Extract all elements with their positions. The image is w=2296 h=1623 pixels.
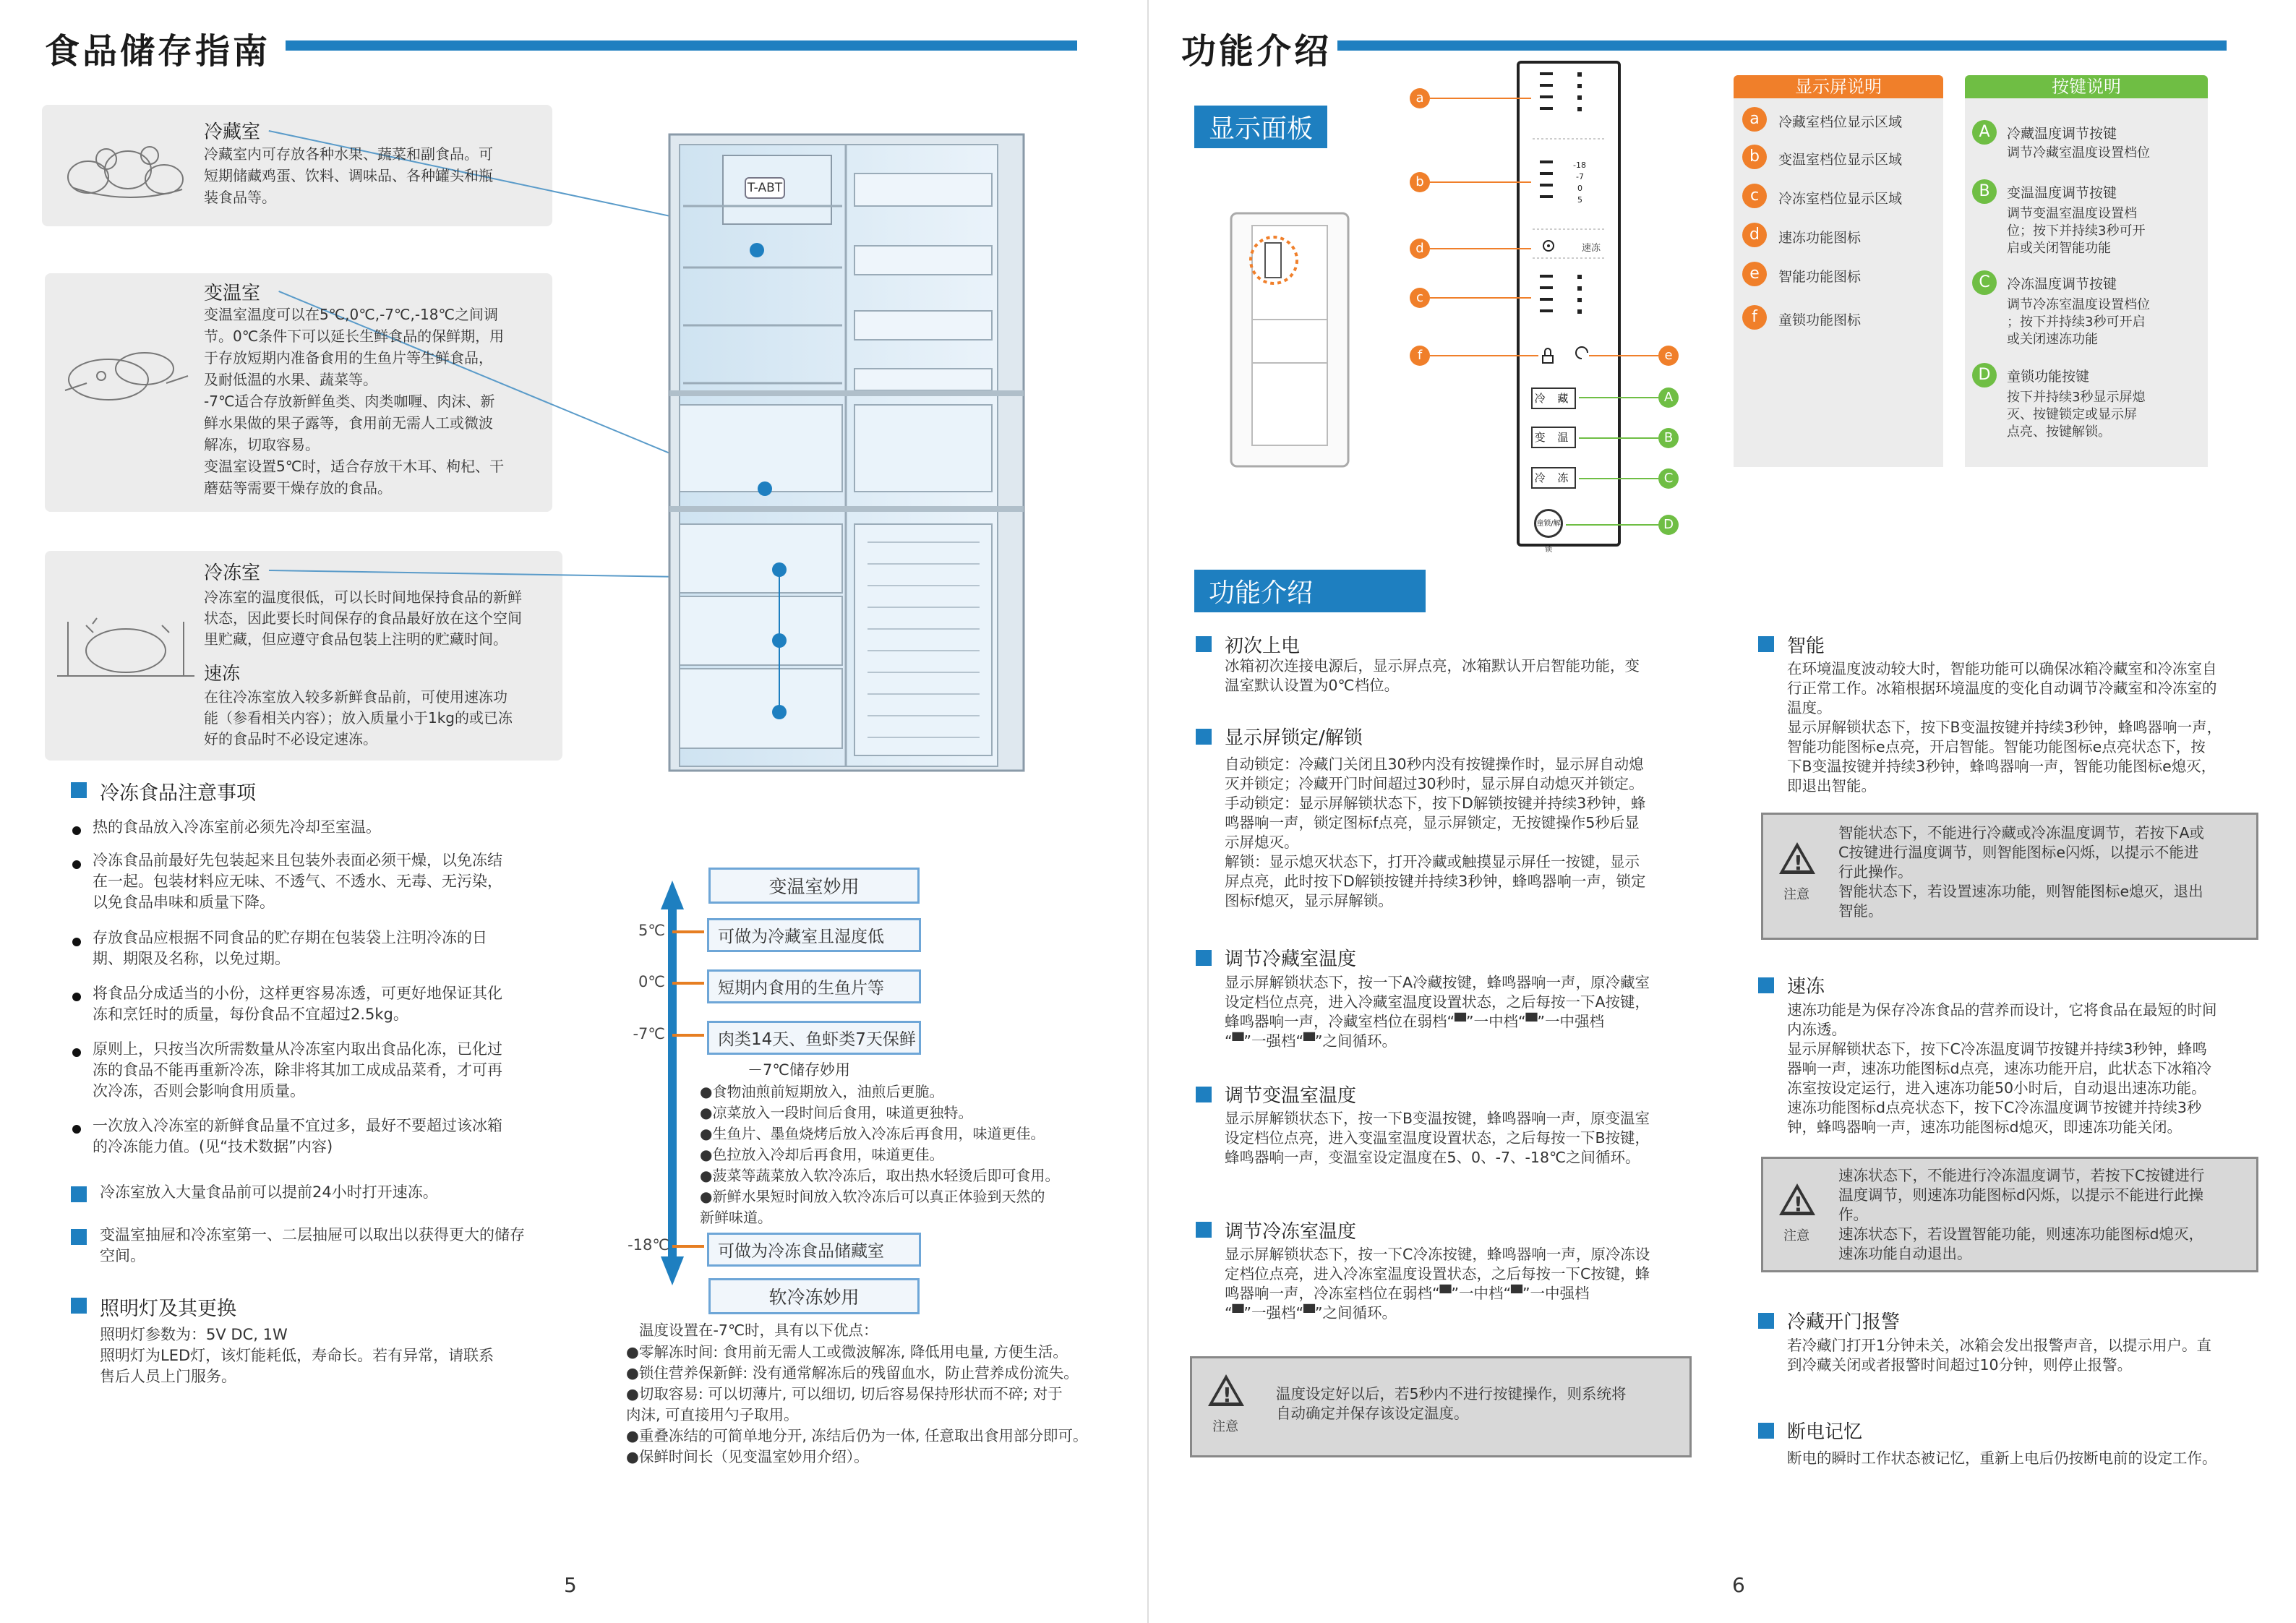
section-body-fridge-temp	[1225, 973, 1650, 1051]
tip-drawers	[100, 1225, 525, 1267]
callout-C: C	[1658, 468, 1679, 489]
soft-freeze-label: 软冷冻妙用	[708, 1278, 920, 1314]
text-line: 速冻功能是为保存冷冻食品的营养而设计，它将食品在最短的时间	[1787, 1001, 2217, 1019]
notice-box-smart	[1761, 813, 2258, 940]
section-title-door-alarm: 冷藏开门报警	[1787, 1311, 1901, 1333]
section-marker	[1758, 1313, 1774, 1329]
text-line: 于存放短期内准备食用的生鱼片等生鲜食品，	[204, 349, 493, 367]
legend-key-f: f	[1742, 305, 1767, 330]
text-line: 在一起。包装材料应无味、不透气、不透水、无毒、无污染，	[93, 873, 502, 890]
text-line: -7℃适合存放新鲜鱼类、肉类咖喱、肉沫、新	[204, 393, 495, 410]
text-line: 示屏熄灭。	[1225, 834, 1299, 851]
tip-quickfreeze	[100, 1182, 438, 1203]
callout-c: c	[1410, 288, 1430, 308]
legend-key-D: D	[1972, 363, 1997, 387]
legend-title-D: 童锁功能按键	[2007, 369, 2090, 385]
text-line: 蘑菇等需要干燥存放的食品。	[204, 479, 392, 497]
text-line: 调节冷藏室温度设置档位	[2007, 145, 2150, 160]
marker-dot-freezer-2	[772, 633, 787, 648]
temp-tick	[672, 1034, 704, 1037]
text-line: 节。0℃条件下可以延长生鲜食品的保鲜期，用	[204, 327, 505, 345]
section-body-door-alarm	[1787, 1336, 2211, 1375]
text-line: ；按下并持续3秒可开启	[2007, 314, 2146, 330]
callout-D: D	[1658, 515, 1679, 535]
callout-line	[1579, 478, 1658, 479]
seafood-illustration	[58, 340, 195, 419]
temp-use-0: 短期内食用的生鱼片等	[707, 969, 921, 1003]
display-legend-header: 显示屏说明	[1734, 75, 1943, 98]
text-line: 温度设定好以后，若5秒内不进行按键操作，则系统将	[1276, 1385, 1627, 1403]
bullet	[72, 860, 81, 869]
section-body-freezer-temp	[1225, 1245, 1650, 1323]
section-marker	[71, 782, 87, 798]
text-line: 速冻状态下，不能进行冷冻温度调节，若按下C按键进行	[1838, 1167, 2205, 1184]
temp-level-0: 0℃	[638, 973, 665, 990]
temp-use-5: 可做为冷藏室且湿度低	[707, 918, 921, 952]
section-title-screen-lock: 显示屏锁定/解锁	[1225, 727, 1363, 749]
text-line: 速冻功能图标d点亮状态下，按下C冷冻温度调节按键并持续3秒	[1787, 1099, 2202, 1116]
text-line: “▀”一强档“▀”之间循环。	[1225, 1032, 1397, 1050]
text-line: 行正常工作。冰箱根据环境温度的变化自动调节冷藏室和冷冻室的	[1787, 680, 2217, 697]
soft-intro: 温度设置在-7℃时，具有以下优点：	[639, 1322, 878, 1339]
text-line: 里贮藏，但应遵守食品包装上注明的贮藏时间。	[204, 630, 507, 648]
text-line: ●生鱼片、墨鱼烧烤后放入冷冻后再食用，味道更佳。	[700, 1125, 1045, 1142]
text-line: 位；按下并持续3秒可开	[2007, 223, 2146, 239]
text-line: 屏点亮，此时按下D解锁按键并持续3秒钟，蜂鸣器响一声，锁定	[1225, 873, 1646, 890]
soft-list	[626, 1342, 1087, 1468]
section-title-smart: 智能	[1787, 635, 1825, 657]
section-title-freezer-temp: 调节冷冻室温度	[1225, 1221, 1357, 1243]
text-line: 好的食品时不必设定速冻。	[204, 730, 377, 748]
callout-line	[1430, 355, 1538, 356]
text-line: 温度。	[1787, 699, 1832, 716]
text-line: 智能状态下，若设置速冻功能，则智能图标e熄灭，退出	[1838, 883, 2203, 900]
text-line: 冻的食品不能再重新冷冻，除非将其加工成成品菜肴，才可再	[93, 1061, 502, 1079]
legend-key-A: A	[1972, 120, 1997, 145]
section-title-variable-temp: 调节变温室温度	[1225, 1085, 1357, 1107]
text-line: 冰箱初次连接电源后，显示屏点亮，冰箱默认开启智能功能，变	[1225, 657, 1640, 675]
svg-text:0: 0	[1577, 184, 1582, 193]
text-line: 以免食品串味和质量下降。	[93, 894, 275, 911]
temp-level-minus7: -7℃	[633, 1025, 665, 1042]
minus7-title: －7℃储存妙用	[748, 1061, 850, 1079]
zone-title-variable: 变温室	[204, 283, 261, 304]
text-line: 调节冷冻室温度设置档位	[2007, 297, 2150, 312]
section-marker	[1196, 1087, 1212, 1102]
text-line: 显示屏解锁状态下，按一下B变温按键，蜂鸣器响一声，原变温室	[1225, 1110, 1650, 1127]
text-line: 图标f熄灭，显示屏解锁。	[1225, 892, 1393, 909]
text-line: 冷藏室内可存放各种水果、蔬菜和副食品。可	[204, 145, 493, 163]
freeze-note-5	[93, 1039, 502, 1102]
childlock-button[interactable]: 童锁/解锁	[1534, 509, 1563, 538]
section-marker	[71, 1186, 87, 1202]
temp-use-minus18: 可做为冷冻食品储藏室	[707, 1233, 921, 1267]
text-line: 到冷藏关闭或者报警时间超过10分钟，则停止报警。	[1787, 1356, 2133, 1374]
temp-level-5: 5℃	[638, 922, 665, 939]
bullet	[72, 1048, 81, 1057]
notice-box-quickfreeze	[1761, 1157, 2258, 1272]
legend-title-C: 冷冻温度调节按键	[2007, 276, 2117, 292]
callout-f: f	[1410, 346, 1430, 366]
text-line: 热的食品放入冷冻室前必须先冷却至室温。	[93, 818, 381, 836]
section-marker	[1196, 950, 1212, 966]
legend-text-d: 速冻功能图标	[1778, 230, 1862, 246]
minus7-list	[700, 1082, 1059, 1228]
freeze-note-4	[93, 983, 502, 1025]
freeze-note-1	[93, 817, 381, 838]
text-line: 售后人员上门服务。	[100, 1368, 236, 1385]
legend-text-b: 变温室档位显示区域	[1778, 152, 1903, 168]
notice-text	[1838, 823, 2204, 921]
variable-use-label: 变温室妙用	[708, 868, 920, 904]
text-line: 冷冻室放入大量食品前可以提前24小时打开速冻。	[100, 1183, 438, 1201]
page-right	[1148, 0, 2296, 1623]
text-line: 温室默认设置为0℃档位。	[1225, 677, 1400, 694]
text-line: 器响一声，速冻功能图标d点亮，速冻功能开启，此状态下冰箱冷	[1787, 1060, 2212, 1077]
notice-label: 注意	[1783, 1228, 1809, 1243]
text-line: 手动锁定：显示屏解锁状态下，按下D解锁按键并持续3秒钟，蜂	[1225, 795, 1646, 812]
section-body-power-memory	[1787, 1449, 2217, 1468]
notice-text	[1838, 1166, 2204, 1264]
text-line: 在环境温度波动较大时，智能功能可以确保冰箱冷藏室和冷冻室自	[1787, 660, 2217, 677]
warning-exclamation: !	[1222, 1383, 1232, 1407]
text-line: 下B变温按键并持续3秒钟，蜂鸣器响一声，智能功能图标e熄灭，	[1787, 758, 2216, 775]
legend-key-d: d	[1742, 223, 1767, 247]
callout-d: d	[1410, 239, 1430, 259]
notice-label: 注意	[1783, 887, 1809, 902]
notice-text	[1276, 1384, 1627, 1423]
text-line: 冻和烹饪时的质量，每份食品不宜超过2.5kg。	[93, 1006, 408, 1023]
text-line: 行此操作。	[1838, 863, 1913, 881]
section-marker	[71, 1298, 87, 1314]
text-line: 按下并持续3秒显示屏熄	[2007, 390, 2146, 405]
text-line: 启或关闭智能功能	[2007, 241, 2111, 256]
temp-level-minus18: -18℃	[627, 1236, 669, 1254]
text-line: 冻室按设定运行，进入速冻功能50小时后，自动退出速冻功能。	[1787, 1079, 2206, 1097]
marker-dot-freezer-3	[772, 705, 787, 719]
text-line: 灭并锁定；冷藏开门时间超过30秒时，显示屏自动熄灭并锁定。	[1225, 775, 1644, 792]
callout-line	[1566, 524, 1658, 526]
legend-key-c: c	[1742, 184, 1767, 208]
legend-desc-D	[2007, 389, 2145, 441]
text-line: 及耐低温的水果、蔬菜等。	[204, 371, 377, 388]
temp-use-minus7: 肉类14天、鱼虾类7天保鲜	[707, 1021, 921, 1055]
text-line: 能（参看相关内容）；放入质量小于1kg的或已冻	[204, 709, 513, 727]
section-title-fridge-temp: 调节冷藏室温度	[1225, 948, 1357, 970]
text-line: 将食品分成适当的小份，这样更容易冻透，可更好地保证其化	[93, 985, 502, 1002]
text-line: ●锁住营养保新鲜: 没有通常解冻后的残留血水，防止营养成份流失。	[626, 1364, 1079, 1382]
callout-line	[1430, 248, 1531, 249]
section-marker	[1196, 729, 1212, 745]
text-line: 灭、按键锁定或显示屏	[2007, 407, 2137, 422]
callout-e: e	[1658, 346, 1679, 366]
text-line: 冷冻室的温度很低，可以长时间地保持食品的新鲜	[204, 588, 522, 606]
text-line: 显示屏解锁状态下，按一下C冷冻按键，蜂鸣器响一声，原冷冻设	[1225, 1246, 1650, 1263]
legend-text-c: 冷冻室档位显示区域	[1778, 191, 1903, 207]
section-marker	[1196, 636, 1212, 652]
variable-temp-button[interactable]: 变 温	[1531, 427, 1576, 448]
marker-dot-fridge	[750, 243, 764, 257]
text-line: 或关闭速冻功能	[2007, 332, 2098, 347]
title-bar	[1337, 40, 2227, 51]
legend-desc-C	[2007, 296, 2150, 348]
callout-a: a	[1410, 88, 1430, 108]
legend-desc-A	[2007, 145, 2150, 162]
freeze-note-2	[93, 850, 502, 913]
text-line: 空间。	[100, 1247, 145, 1264]
callout-line	[1579, 397, 1658, 398]
section-marker	[71, 1229, 87, 1245]
section-title-quickfreeze: 速冻	[1787, 976, 1825, 998]
text-line: 作。	[1838, 1206, 1868, 1223]
section-marker	[1758, 977, 1774, 993]
text-line: 的冷冻能力值。(见“技术数据”内容)	[93, 1138, 333, 1155]
text-line: 定档位点亮，进入冷冻室温度设置状态，之后每按一下C按键，蜂	[1225, 1265, 1650, 1282]
legend-text-a: 冷藏室档位显示区域	[1778, 114, 1903, 130]
text-line: 显示屏解锁状态下，按下B变温按键并持续3秒钟，蜂鸣器响一声，	[1787, 719, 2222, 736]
bullet	[72, 993, 81, 1001]
callout-line	[1579, 437, 1658, 439]
text-line: 若冷藏门打开1分钟未关，冰箱会发出报警声音，以提示用户。直	[1787, 1337, 2212, 1354]
legend-key-B: B	[1972, 179, 1997, 204]
text-line: 冷冻食品前最好先包装起来且包装外表面必须干燥，以免冻结	[93, 852, 502, 869]
text-line: 内冻透。	[1787, 1021, 1846, 1038]
text-line: 次冷冻，否则会影响食用质量。	[93, 1082, 305, 1100]
text-line: 解锁：显示熄灭状态下，打开冷藏或触摸显示屏任一按键，显示	[1225, 853, 1640, 870]
section-body-variable-temp	[1225, 1109, 1650, 1168]
text-line: 照明灯为LED灯，该灯能耗低，寿命长。若有异常，请联系	[100, 1347, 494, 1364]
callout-line	[1589, 355, 1658, 356]
fridge-temp-button[interactable]: 冷 藏	[1531, 387, 1576, 409]
section-body-smart	[1787, 659, 2222, 796]
freezer-temp-button[interactable]: 冷 冻	[1531, 467, 1576, 489]
section-body-screen-lock	[1225, 755, 1645, 911]
temperature-axis-arrow	[659, 881, 685, 1285]
text-line: 显示屏解锁状态下，按一下A冷藏按键，蜂鸣器响一声，原冷藏室	[1225, 974, 1650, 991]
text-line: 解冻，切取容易。	[204, 436, 320, 453]
legend-key-a: a	[1742, 107, 1767, 132]
callout-line	[1430, 181, 1531, 183]
vegetables-illustration	[59, 137, 197, 206]
text-line: 变温室温度可以在5℃,0℃,-7℃,-18℃之间调	[204, 306, 498, 323]
text-line: ●新鲜水果短时间放入软冷冻后可以真正体验到天然的	[700, 1188, 1045, 1205]
button-legend-header: 按键说明	[1965, 75, 2208, 98]
legend-key-C: C	[1972, 270, 1997, 295]
text-line: 智能。	[1838, 902, 1883, 920]
fridge-front-icon	[1229, 211, 1350, 468]
text-line: 智能状态下，不能进行冷藏或冷冻温度调节，若按下A或	[1838, 824, 2205, 842]
fridge-illustration	[665, 130, 1034, 781]
function-intro-label: 功能介绍	[1194, 570, 1426, 612]
text-line: 鸣器响一声，冷冻室档位在弱档“▀”一中档“▀”一中强档	[1225, 1285, 1590, 1302]
callout-line	[1430, 297, 1531, 299]
callout-A: A	[1658, 387, 1679, 408]
light-text	[100, 1324, 494, 1387]
zone-text-quickfreeze	[204, 687, 513, 750]
text-line: 鸣器响一声，锁定图标f点亮，显示屏锁定，无按键操作5秒后显	[1225, 814, 1640, 831]
section-marker	[1196, 1222, 1212, 1238]
text-line: ●重叠冻结的可简单地分开, 冻结后仍为一体, 任意取出食用部分即可。	[626, 1427, 1088, 1444]
text-line: 新鲜味道。	[700, 1209, 772, 1226]
text-line: 智能功能图标e点亮，开启智能。智能功能图标e点亮状态下，按	[1787, 738, 2206, 755]
text-line: ●凉菜放入一段时间后食用，味道更独特。	[700, 1104, 973, 1121]
text-line: ●零解冻时间: 食用前无需人工或微波解冻, 降低用电量, 方便生活。	[626, 1343, 1068, 1361]
bullet	[72, 826, 81, 835]
warning-exclamation: !	[1794, 1192, 1803, 1216]
text-line: 设定档位点亮，进入变温室温度设置状态，之后每按一下B按键，	[1225, 1129, 1650, 1147]
section-title-power-on: 初次上电	[1225, 635, 1301, 657]
display-panel-label: 显示面板	[1194, 106, 1327, 148]
callout-B: B	[1658, 428, 1679, 448]
text-line: 即退出智能。	[1787, 777, 1876, 795]
page-number: 6	[1732, 1573, 1745, 1597]
text-line: ●食物油煎前短期放入，油煎后更脆。	[700, 1083, 944, 1100]
zone-title-fridge: 冷藏室	[204, 121, 261, 143]
section-title-power-memory: 断电记忆	[1787, 1421, 1863, 1443]
page-title: 功能介绍	[1181, 31, 1332, 72]
text-line: ●切取容易: 可以切薄片, 可以细切, 切后容易保持形状而不碎; 对于	[626, 1385, 1063, 1403]
text-line: 装食品等。	[204, 189, 276, 206]
title-bar	[286, 40, 1077, 51]
page-number: 5	[564, 1573, 577, 1597]
section-body-quickfreeze	[1787, 1001, 2217, 1137]
text-line: 点亮、按键解锁。	[2007, 424, 2111, 440]
section-body-power-on	[1225, 656, 1640, 695]
marker-dot-variable	[758, 481, 772, 496]
text-line: 在往冷冻室放入较多新鲜食品前，可使用速冻功	[204, 688, 507, 706]
legend-text-e: 智能功能图标	[1778, 269, 1862, 285]
text-line: 温度调节，则速冻功能图标d闪烁，以提示不能进行此操	[1838, 1186, 2204, 1204]
text-line: 自动确定并保存该设定温度。	[1276, 1405, 1469, 1422]
svg-text:5: 5	[1577, 195, 1582, 205]
frozen-food-illustration	[53, 607, 198, 694]
legend-key-e: e	[1742, 262, 1767, 286]
text-line: 蜂鸣器响一声，冷藏室档位在弱档“▀”一中档“▀”一中强档	[1225, 1013, 1605, 1030]
bullet	[72, 1125, 81, 1134]
text-line: 断电的瞬时工作状态被记忆，重新上电后仍按断电前的设定工作。	[1787, 1449, 2217, 1467]
zone-text-freezer	[204, 587, 522, 650]
text-line: ●菠菜等蔬菜放入软冷冻后，取出热水轻烫后即可食用。	[700, 1167, 1060, 1184]
text-line: 状态，因此要长时间保存的食品最好放在这个空间	[204, 609, 522, 627]
warning-exclamation: !	[1794, 851, 1803, 875]
text-line: 鲜水果做的果子露等，食用前无需人工或微波	[204, 414, 493, 432]
text-line: ●色拉放入冷却后再食用，味道更佳。	[700, 1146, 944, 1163]
text-line: 变温室抽屉和冷冻室第一、二层抽屉可以取出以获得更大的储存	[100, 1226, 525, 1243]
text-line: 速冻功能自动退出。	[1838, 1245, 1972, 1262]
page-title: 食品储存指南	[45, 31, 271, 72]
legend-desc-B	[2007, 205, 2145, 257]
panel-quickfreeze-text: 速冻	[1582, 243, 1601, 254]
text-line: 肉沫, 可直接用勺子取用。	[626, 1406, 799, 1423]
legend-text-f: 童锁功能图标	[1778, 312, 1862, 328]
text-line: 速冻状态下，若设置智能功能，则速冻功能图标d熄灭，	[1838, 1225, 2204, 1243]
temp-tick	[672, 1245, 704, 1248]
text-line: 一次放入冷冻室的新鲜食品量不宜过多，最好不要超过该冰箱	[93, 1117, 502, 1134]
callout-b: b	[1410, 172, 1430, 192]
callout-line	[1430, 98, 1531, 99]
text-line: 期、期限及名称，以免过期。	[93, 950, 290, 967]
text-line: 短期储藏鸡蛋、饮料、调味品、各种罐头和瓶	[204, 167, 493, 184]
text-line: 存放食品应根据不同食品的贮存期在包装袋上注明冷冻的日	[93, 929, 487, 946]
zone-title-quickfreeze: 速冻	[204, 663, 241, 684]
legend-title-B: 变温温度调节按键	[2007, 185, 2117, 201]
legend-key-b: b	[1742, 145, 1767, 169]
text-line: 原则上，只按当次所需数量从冷冻室内取出食品化冻，已化过	[93, 1040, 502, 1058]
section-title-freeze-notes: 冷冻食品注意事项	[100, 782, 256, 805]
text-line: 显示屏解锁状态下，按下C冷冻温度调节按键并持续3秒钟，蜂鸣	[1787, 1040, 2207, 1058]
text-line: 变温室设置5℃时，适合存放干木耳、枸杞、干	[204, 458, 505, 475]
fridge-model-tag: T-ABT	[745, 177, 785, 199]
text-line: 设定档位点亮，进入冷藏室温度设置状态，之后每按一下A按键，	[1225, 993, 1650, 1011]
temp-tick	[672, 982, 704, 985]
display-segments	[1531, 67, 1611, 370]
zone-text-fridge	[204, 143, 493, 208]
notice-label: 注意	[1212, 1419, 1238, 1434]
bullet	[72, 938, 81, 946]
freeze-note-3	[93, 928, 487, 969]
text-line: 自动锁定：冷藏门关闭且30秒内没有按键操作时，显示屏自动熄	[1225, 755, 1644, 773]
legend-title-A: 冷藏温度调节按键	[2007, 126, 2117, 142]
text-line: 调节变温室温度设置档	[2007, 206, 2137, 221]
svg-text:-7: -7	[1576, 172, 1584, 181]
svg-text:-18: -18	[1573, 160, 1586, 170]
text-line: C按键进行温度调节，则智能图标e闪烁，以提示不能进	[1838, 844, 2199, 861]
freeze-note-6	[93, 1115, 502, 1157]
section-marker	[1758, 636, 1774, 652]
zone-text-variable	[204, 304, 504, 499]
marker-dot-freezer-1	[772, 562, 787, 577]
section-title-light: 照明灯及其更换	[100, 1298, 236, 1320]
text-line: “▀”一强档“▀”之间循环。	[1225, 1304, 1397, 1322]
text-line: 钟，蜂鸣器响一声，速冻功能图标d熄灭，即速冻功能关闭。	[1787, 1118, 2183, 1136]
lock-icon	[1543, 348, 1553, 363]
section-marker	[1758, 1423, 1774, 1439]
notice-box-temp-save	[1190, 1356, 1692, 1457]
text-line: 照明灯参数为：5V DC, 1W	[100, 1326, 288, 1343]
text-line: 蜂鸣器响一声，变温室设定温度在5、0、-7、-18℃之间循环。	[1225, 1149, 1640, 1166]
temp-tick	[672, 930, 704, 933]
zone-title-freezer: 冷冻室	[204, 562, 261, 584]
text-line: ●保鲜时间长（见变温室妙用介绍）。	[626, 1448, 869, 1465]
